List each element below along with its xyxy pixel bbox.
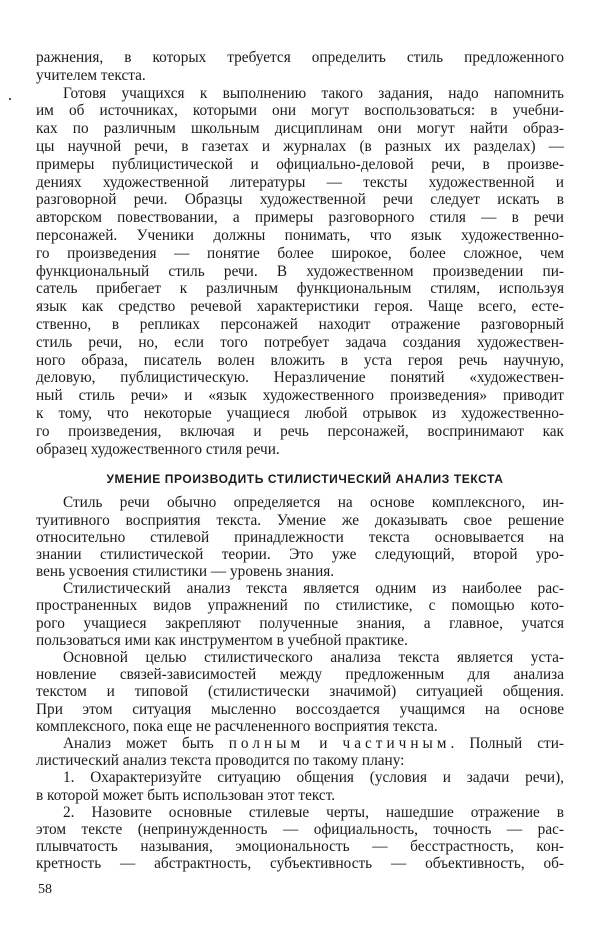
text-line — [36, 529, 564, 546]
text-line — [36, 263, 564, 281]
text-line — [36, 191, 564, 209]
text-line — [36, 787, 564, 804]
text-line — [36, 632, 564, 649]
text-line — [36, 85, 564, 103]
line-text: дениях художественной литературы — тексты художественной и — [36, 173, 564, 191]
text-line — [36, 701, 564, 718]
page-number: 58 — [38, 882, 52, 897]
line-text: персонажей. Ученики должны понимать, что язык художественно- — [36, 226, 564, 244]
text-line — [36, 546, 564, 563]
line-text: в которой может быть использован этот текст. — [36, 786, 336, 804]
text-line — [36, 615, 564, 632]
line-text: и — [304, 734, 343, 752]
line-text: ственно, в репликах персонажей находит отражение разговорный — [36, 315, 564, 333]
text-line — [36, 67, 564, 85]
line-text: ражнения, в которых требуется определить стиль предложенного — [36, 49, 564, 66]
scan-speck — [9, 98, 11, 100]
line-text: . Полный сти- — [450, 734, 564, 752]
line-text: туитивного восприятия текста. Умение же доказывать свое решение — [36, 511, 564, 529]
text-line — [36, 838, 564, 855]
section-heading: УМЕНИЕ ПРОИЗВОДИТЬ СТИЛИСТИЧЕСКИЙ АНАЛИЗ ТЕКСТА — [106, 472, 504, 487]
line-text: учителем текста. — [36, 66, 146, 84]
line-text: комплексного, пока еще не расчлененного восприятия текста. — [36, 717, 438, 735]
line-text: новление связей-зависимостей между предложенным для анализа — [36, 666, 564, 684]
text-line — [36, 227, 564, 245]
text-line — [36, 120, 564, 138]
line-text: образец художественного стиля речи. — [36, 440, 280, 458]
line-text: Анализ может быть — [63, 734, 229, 752]
text-line — [36, 209, 564, 227]
line-text: ках по различным школьным дисциплинам они могут найти образ- — [36, 120, 564, 138]
line-text: знании стилистической теории. Это уже следующий, второй уро- — [36, 545, 564, 563]
spaced-emphasis: полным — [228, 734, 305, 752]
book-page-body — [36, 49, 564, 872]
text-line — [36, 580, 564, 597]
line-text: Основной целью стилистического анализа текста является уста- — [63, 649, 564, 667]
line-text: рого учащиеся закрепляют полученные знания, а главное, учатся — [36, 614, 564, 632]
spaced-emphasis: частичным — [342, 734, 451, 752]
text-line — [36, 804, 564, 821]
text-line — [36, 494, 564, 511]
line-text: стиль речи, но, если того потребует задача создания художествен- — [36, 333, 564, 351]
line-text: листический анализ текста проводится по такому плану: — [36, 752, 405, 770]
text-line — [36, 245, 564, 263]
text-line — [36, 405, 564, 423]
line-text: пользоваться ими как инструментом в учебной практике. — [36, 631, 408, 649]
line-text: 1. Охарактеризуйте ситуацию общения (условия и задачи речи), — [63, 769, 564, 787]
line-text: разговорной речи. Образцы художественной речи следует искать в — [36, 191, 564, 209]
text-line — [36, 821, 564, 838]
text-line — [36, 49, 564, 67]
text-line — [36, 174, 564, 192]
line-text: Стилистический анализ текста является одним из наиболее рас- — [63, 580, 564, 598]
text-line — [36, 316, 564, 334]
line-text: сатель прибегает к различным функциональным стилям, используя — [36, 280, 564, 298]
text-line — [36, 769, 564, 786]
section-intro-text — [36, 49, 564, 458]
line-text: относительно стилевой принадлежности текста основывается на — [36, 528, 564, 546]
line-text: плывчатость называния, эмоциональность — бесстрастность, кон- — [36, 838, 564, 856]
line-text: Стиль речи обычно определяется на основе комплексного, ин- — [63, 494, 564, 512]
line-text: текстом и типовой (стилистически значимой) ситуацией общения. — [36, 683, 564, 701]
text-line — [36, 138, 564, 156]
line-text: примеры публицистической и официально-деловой речи, в произве- — [36, 155, 564, 173]
text-line — [36, 280, 564, 298]
text-line — [36, 441, 564, 459]
section-stylistic-analysis-text — [36, 494, 564, 872]
text-line — [36, 563, 564, 580]
line-text: вень усвоения стилистики — уровень знания. — [36, 563, 335, 581]
text-line — [36, 423, 564, 441]
line-text: При этом ситуация мысленно воссоздается учащимся на основе — [36, 700, 564, 718]
text-line — [36, 683, 564, 700]
text-line — [36, 752, 564, 769]
line-text: пространенных видов упражнений по стилистике, с помощью кото- — [36, 597, 564, 615]
text-line — [36, 666, 564, 683]
line-text: цы научной речи, в газетах и журналах (в разных их разделах) — — [36, 137, 564, 155]
line-text: кретность — абстрактность, субъективность — объективность, об- — [36, 855, 564, 873]
line-text: деловую, публицистическую. Неразличение понятий «художествен- — [36, 369, 564, 387]
text-line — [36, 649, 564, 666]
line-text: го произведения, включая и речь персонажей, воспринимают как — [36, 422, 564, 440]
text-line — [36, 512, 564, 529]
text-line — [36, 597, 564, 614]
text-line — [36, 334, 564, 352]
text-line — [36, 298, 564, 316]
line-text: язык как средство речевой характеристики героя. Чаще всего, есте- — [36, 298, 564, 316]
line-text: к тому, что некоторые учащиеся любой отрывок из художественно- — [36, 404, 564, 422]
text-line — [36, 156, 564, 174]
text-line — [36, 855, 564, 872]
line-text: функциональный стиль речи. В художественном произведении пи- — [36, 262, 564, 280]
line-text: им об источниках, которыми они могут воспользоваться: в учебни- — [36, 102, 564, 120]
line-text: ный стиль речи» и «язык художественного произведения» приводит — [36, 387, 564, 405]
line-text: 2. Назовите основные стилевые черты, нашедшие отражение в — [63, 803, 564, 821]
text-line — [36, 735, 564, 752]
text-line — [36, 352, 564, 370]
line-text: Готовя учащихся к выполнению такого задания, надо напомнить — [63, 84, 564, 102]
line-text: авторском повествовании, а примеры разговорного стиля — в речи — [36, 209, 564, 227]
text-line — [36, 102, 564, 120]
line-text: го произведения — понятие более широкое, более сложное, чем — [36, 244, 564, 262]
line-text: ного образа, писатель волен вложить в уста героя речь научную, — [36, 351, 564, 369]
text-line — [36, 369, 564, 387]
text-line — [36, 718, 564, 735]
line-text: этом тексте (непринужденность — официальность, точность — рас- — [36, 820, 564, 838]
text-line — [36, 387, 564, 405]
